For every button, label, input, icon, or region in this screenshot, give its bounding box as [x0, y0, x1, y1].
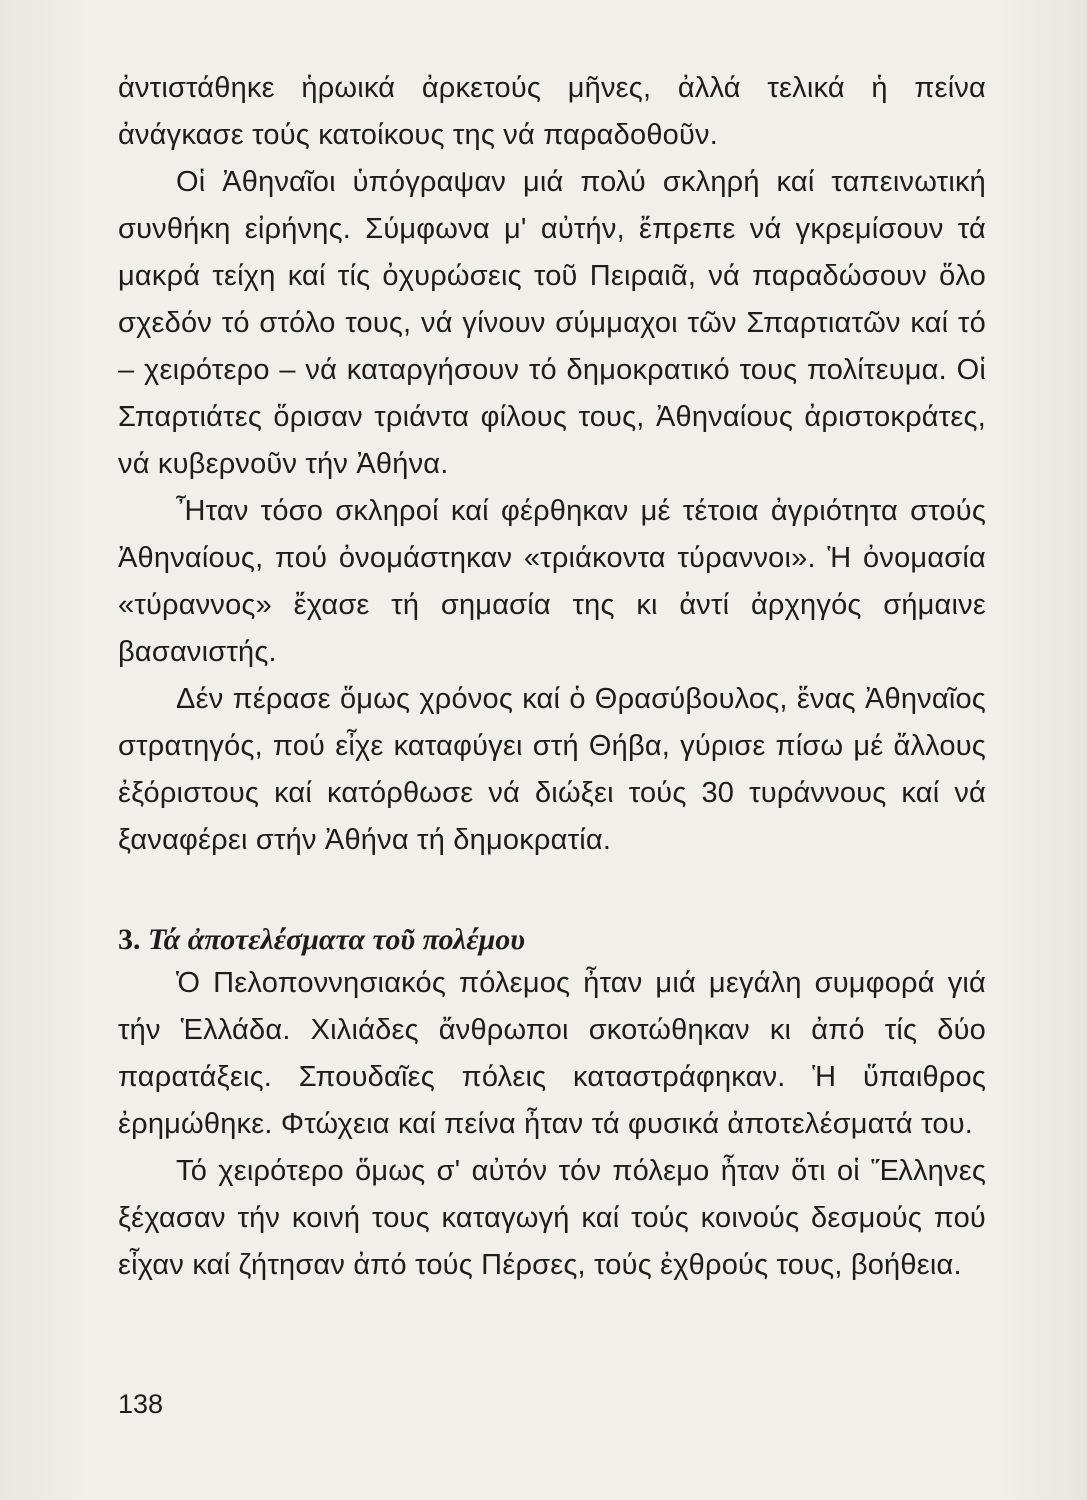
section-title: Τά ἀποτελέσματα τοῦ πολέμου — [148, 923, 525, 956]
paragraph-thrasybulus: Δέν πέρασε ὅμως χρόνος καί ὁ Θρασύβουλος, ἕνας Ἀθηναῖος στρατηγός, πού εἶχε καταφύγει στή Θήβα, γύρισε πίσω μέ ἄλλους ἐξόριστους καί κατόρθωσε νά διώξει τούς 30 τυράννους καί νά ξαναφέρει στήν Ἀθήνα τή δημοκρατία. — [118, 683, 986, 856]
paragraph-war-consequences: Ὁ Πελοποννησιακός πόλεμος ἦταν μιά μεγάλη συμφορά γιά τήν Ἑλλάδα. Χιλιάδες ἄνθρωποι σκοτώθηκαν κι ἀπό τίς δύο παρατάξεις. Σπουδαῖες πόλεις καταστράφηκαν. Ἡ ὕπαιθρος ἐρημώθηκε. Φτώχεια καί πείνα ἦταν τά φυσικά ἀποτελέσματά του. — [118, 967, 986, 1140]
text-block-top — [118, 65, 986, 864]
section-heading — [118, 918, 986, 962]
section-number: 3. — [118, 923, 141, 956]
paragraph-siege-end: ἀντιστάθηκε ἡρωικά ἀρκετούς μῆνες, ἀλλά τελικά ἡ πείνα ἀνάγκασε τούς κατοίκους της νά παραδοθοῦν. — [118, 72, 986, 151]
page-number: 138 — [118, 1389, 164, 1419]
paragraph-persian-help: Τό χειρότερο ὅμως σ' αὐτόν τόν πόλεμο ἦταν ὅτι οἱ Ἕλληνες ξέχασαν τήν κοινή τους καταγωγή καί τούς κοινούς δεσμούς πού εἶχαν καί ζήτησαν ἀπό τούς Πέρσες, τούς ἐχθρούς τους, βοήθεια. — [118, 1155, 986, 1281]
text-block-bottom — [118, 960, 986, 1289]
paragraph-thirty-tyrants: Ἦταν τόσο σκληροί καί φέρθηκαν μέ τέτοια ἀγριότητα στούς Ἀθηναίους, πού ὀνομάστηκαν «τριάκοντα τύραννοι». Ἡ ὀνομασία «τύραννος» ἔχασε τή σημασία της κι ἀντί ἀρχηγός σήμαινε βασανιστής. — [118, 495, 986, 668]
paragraph-peace-treaty: Οἱ Ἀθηναῖοι ὑπόγραψαν μιά πολύ σκληρή καί ταπεινωτική συνθήκη εἰρήνης. Σύμφωνα μ' αὐτήν, ἔπρεπε νά γκρεμίσουν τά μακρά τείχη καί τίς ὀχυρώσεις τοῦ Πειραιᾶ, νά παραδώσουν ὅλο σχεδόν τό στόλο τους, νά γίνουν σύμμαχοι τῶν Σπαρτιατῶν καί τό – χειρότερο – νά καταργήσουν τό δημοκρατικό τους πολίτευμα. Οἱ Σπαρτιάτες ὅρισαν τριάντα φίλους τους, Ἀθηναίους ἀριστοκράτες, νά κυβερνοῦν τήν Ἀθήνα. — [118, 166, 986, 480]
